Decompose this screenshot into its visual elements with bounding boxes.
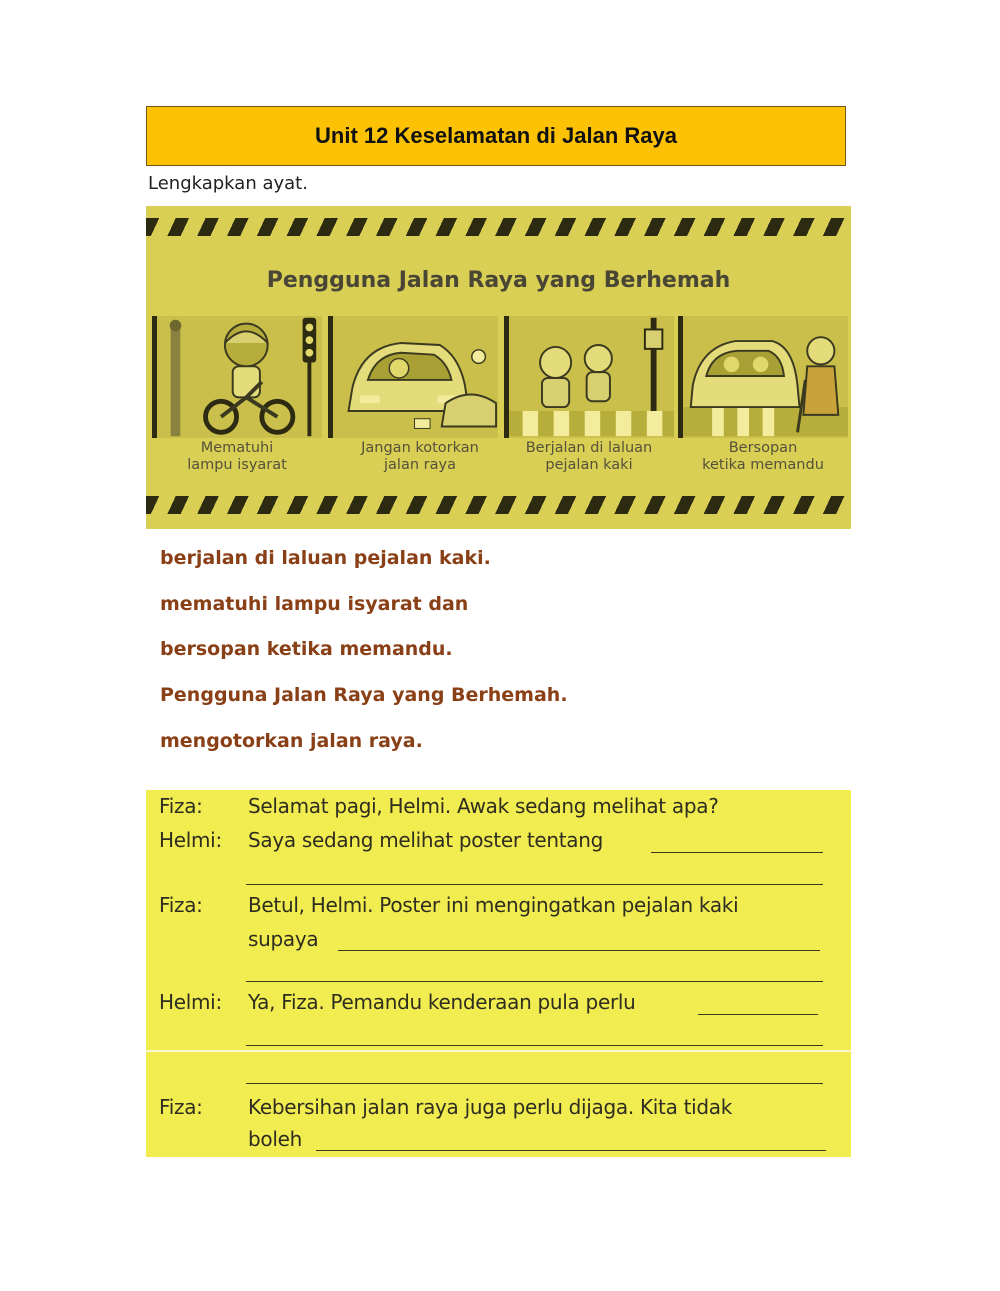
children-crossing-icon bbox=[509, 316, 674, 438]
answer-blank-4[interactable] bbox=[316, 1150, 826, 1151]
speaker-label: Fiza: bbox=[159, 1095, 203, 1119]
poster-title: Pengguna Jalan Raya yang Berhemah bbox=[266, 268, 731, 293]
panel-litter-illustration bbox=[328, 316, 498, 438]
panel-traffic-light-illustration bbox=[152, 316, 322, 438]
speaker-label: Fiza: bbox=[159, 794, 203, 818]
dialogue-text: Ya, Fiza. Pemandu kenderaan pula perlu bbox=[248, 990, 636, 1014]
dialogue-text: boleh bbox=[248, 1127, 302, 1151]
divider bbox=[146, 1050, 851, 1052]
answer-option-4[interactable]: Pengguna Jalan Raya yang Berhemah. bbox=[160, 684, 568, 706]
car-litter-icon bbox=[333, 316, 498, 438]
panel-caption-2: Jangan kotorkan jalan raya bbox=[361, 440, 479, 473]
dialogue-text: Saya sedang melihat poster tentang bbox=[248, 828, 604, 852]
poster-image bbox=[146, 206, 851, 529]
speaker-label: Helmi: bbox=[159, 828, 222, 852]
title-box bbox=[146, 106, 846, 166]
dialogue-text: Selamat pagi, Helmi. Awak sedang melihat apa? bbox=[248, 794, 719, 818]
answer-blank-3c[interactable] bbox=[246, 1083, 823, 1084]
dialogue-text: Betul, Helmi. Poster ini mengingatkan pejalan kaki bbox=[248, 893, 739, 917]
answer-blank-2a[interactable] bbox=[338, 950, 820, 951]
panel-caption-1: Mematuhi lampu isyarat bbox=[187, 440, 287, 473]
dialogue-box bbox=[146, 790, 851, 1157]
cyclist-traffic-light-icon bbox=[157, 316, 322, 438]
instruction-text: Lengkapkan ayat. bbox=[148, 173, 308, 194]
answer-blank-1b[interactable] bbox=[246, 884, 823, 885]
dialogue-text: Kebersihan jalan raya juga perlu dijaga. Kita tidak bbox=[248, 1095, 733, 1119]
speaker-label: Helmi: bbox=[159, 990, 222, 1014]
answer-blank-3b[interactable] bbox=[246, 1045, 823, 1046]
panel-caption-4: Bersopan ketika memandu bbox=[702, 440, 824, 473]
panel-crossing-illustration bbox=[504, 316, 674, 438]
answer-blank-3a[interactable] bbox=[698, 1014, 818, 1015]
answer-option-2[interactable]: mematuhi lampu isyarat dan bbox=[160, 593, 469, 615]
speaker-label: Fiza: bbox=[159, 893, 203, 917]
hazard-stripe-top bbox=[146, 218, 851, 236]
answer-option-5[interactable]: mengotorkan jalan raya. bbox=[160, 730, 423, 752]
panel-caption-3: Berjalan di laluan pejalan kaki bbox=[525, 440, 653, 473]
dialogue-text: supaya bbox=[248, 927, 319, 951]
answer-option-1[interactable]: berjalan di laluan pejalan kaki. bbox=[160, 547, 491, 569]
answer-blank-2b[interactable] bbox=[246, 981, 823, 982]
panel-courteous-illustration bbox=[678, 316, 848, 438]
hazard-stripe-bottom bbox=[146, 496, 851, 514]
car-elder-crossing-icon bbox=[683, 316, 848, 438]
page-title: Unit 12 Keselamatan di Jalan Raya bbox=[315, 123, 677, 148]
answer-option-3[interactable]: bersopan ketika memandu. bbox=[160, 638, 453, 660]
answer-blank-1a[interactable] bbox=[651, 852, 823, 853]
